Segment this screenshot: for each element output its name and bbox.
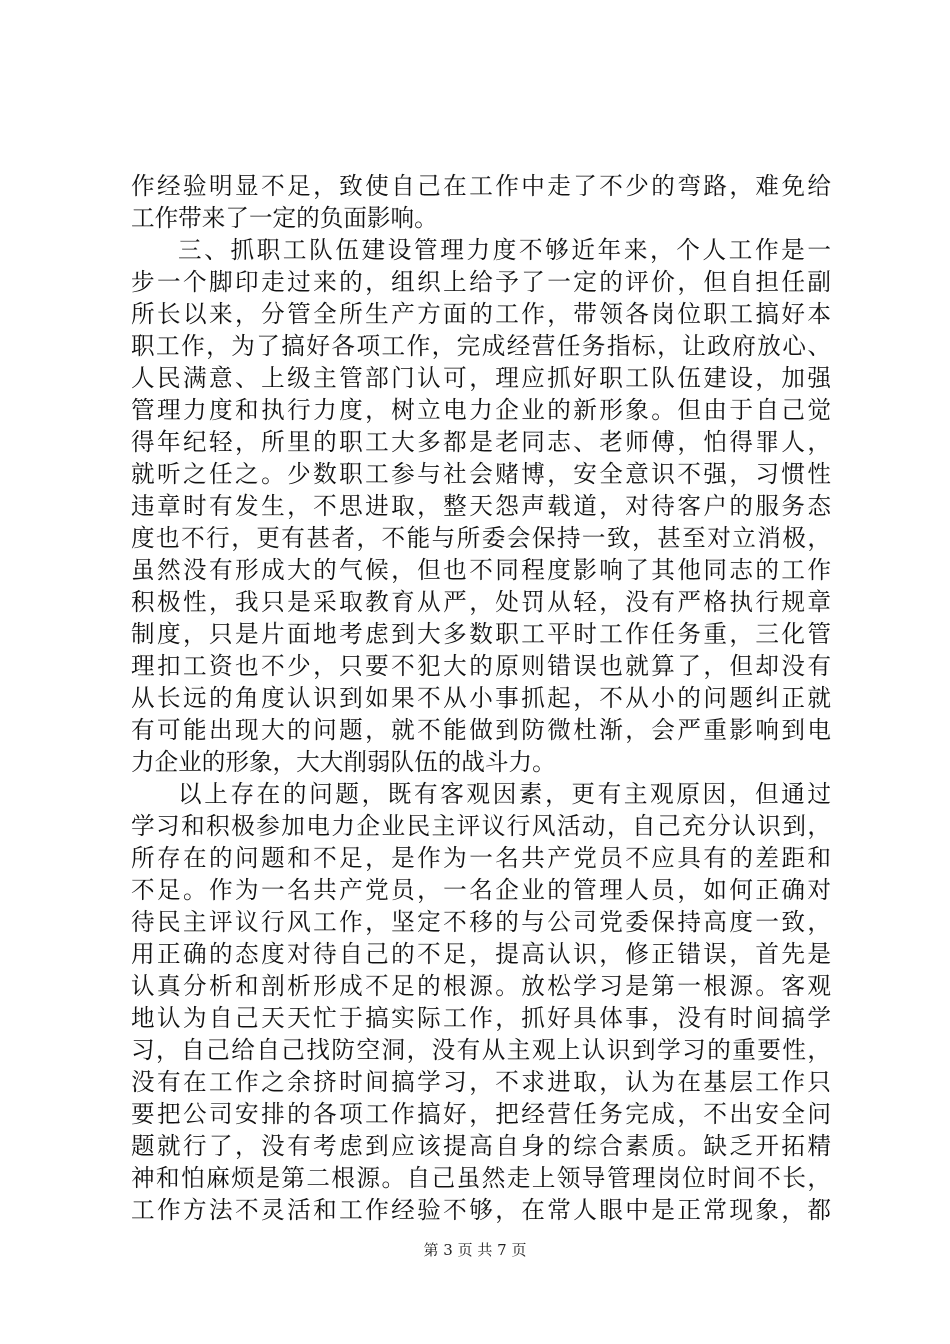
- text-line: 地认为自己天天忙于搞实际工作，抓好具体事，没有时间搞学: [131, 1004, 831, 1032]
- text-line: 待民主评议行风工作，坚定不移的与公司党委保持高度一致，: [131, 908, 831, 936]
- paragraph-first-line: 以上存在的问题，既有客观因素，更有主观原因，但通过: [178, 780, 831, 808]
- text-line: 工作方法不灵活和工作经验不够，在常人眼中是正常现象，都: [131, 1196, 831, 1224]
- text-line: 从长远的角度认识到如果不从小事抓起，不从小的问题纠正就: [131, 684, 831, 712]
- text-line: 要把公司安排的各项工作搞好，把经营任务完成，不出安全问: [131, 1100, 831, 1128]
- paragraph-first-line: 三、抓职工队伍建设管理力度不够近年来，个人工作是一: [178, 236, 831, 264]
- text-line: 作经验明显不足，致使自己在工作中走了不少的弯路，难免给: [131, 172, 831, 200]
- text-line: 力企业的形象，大大削弱队伍的战斗力。: [131, 748, 556, 776]
- text-line: 有可能出现大的问题，就不能做到防微杜渐，会严重影响到电: [131, 716, 831, 744]
- text-line: 所长以来，分管全所生产方面的工作，带领各岗位职工搞好本: [131, 300, 831, 328]
- text-line: 所存在的问题和不足，是作为一名共产党员不应具有的差距和: [131, 844, 831, 872]
- page-number-footer: 第 3 页 共 7 页: [423, 1241, 527, 1259]
- text-line: 管理力度和执行力度，树立电力企业的新形象。但由于自己觉: [131, 396, 831, 424]
- text-line: 步一个脚印走过来的，组织上给予了一定的评价，但自担任副: [131, 268, 831, 296]
- text-line: 工作带来了一定的负面影响。: [131, 204, 438, 232]
- text-line: 得年纪轻，所里的职工大多都是老同志、老师傅，怕得罪人，: [131, 428, 831, 456]
- text-line: 学习和积极参加电力企业民主评议行风活动，自己充分认识到，: [131, 812, 831, 840]
- text-line: 题就行了，没有考虑到应该提高自身的综合素质。缺乏开拓精: [131, 1132, 831, 1160]
- text-line: 不足。作为一名共产党员，一名企业的管理人员，如何正确对: [131, 876, 831, 904]
- text-line: 违章时有发生，不思进取，整天怨声载道，对待客户的服务态: [131, 492, 831, 520]
- text-line: 就听之任之。少数职工参与社会赌博，安全意识不强，习惯性: [131, 460, 831, 488]
- document-body: [131, 170, 831, 1226]
- text-line: 神和怕麻烦是第二根源。自己虽然走上领导管理岗位时间不长，: [131, 1164, 831, 1192]
- text-line: 制度，只是片面地考虑到大多数职工平时工作任务重，三化管: [131, 620, 831, 648]
- text-line: 认真分析和剖析形成不足的根源。放松学习是第一根源。客观: [131, 972, 831, 1000]
- text-line: 人民满意、上级主管部门认可，理应抓好职工队伍建设，加强: [131, 364, 831, 392]
- text-line: 习，自己给自己找防空洞，没有从主观上认识到学习的重要性，: [131, 1036, 831, 1064]
- text-line: 理扣工资也不少，只要不犯大的原则错误也就算了，但却没有: [131, 652, 831, 680]
- text-line: 职工作，为了搞好各项工作，完成经营任务指标，让政府放心、: [131, 332, 831, 360]
- text-line: 度也不行，更有甚者，不能与所委会保持一致，甚至对立消极，: [131, 524, 831, 552]
- text-line: 没有在工作之余挤时间搞学习，不求进取，认为在基层工作只: [131, 1068, 831, 1096]
- text-line: 用正确的态度对待自己的不足，提高认识，修正错误，首先是: [131, 940, 831, 968]
- text-line: 积极性，我只是采取教育从严，处罚从轻，没有严格执行规章: [131, 588, 831, 616]
- text-line: 虽然没有形成大的气候，但也不同程度影响了其他同志的工作: [131, 556, 831, 584]
